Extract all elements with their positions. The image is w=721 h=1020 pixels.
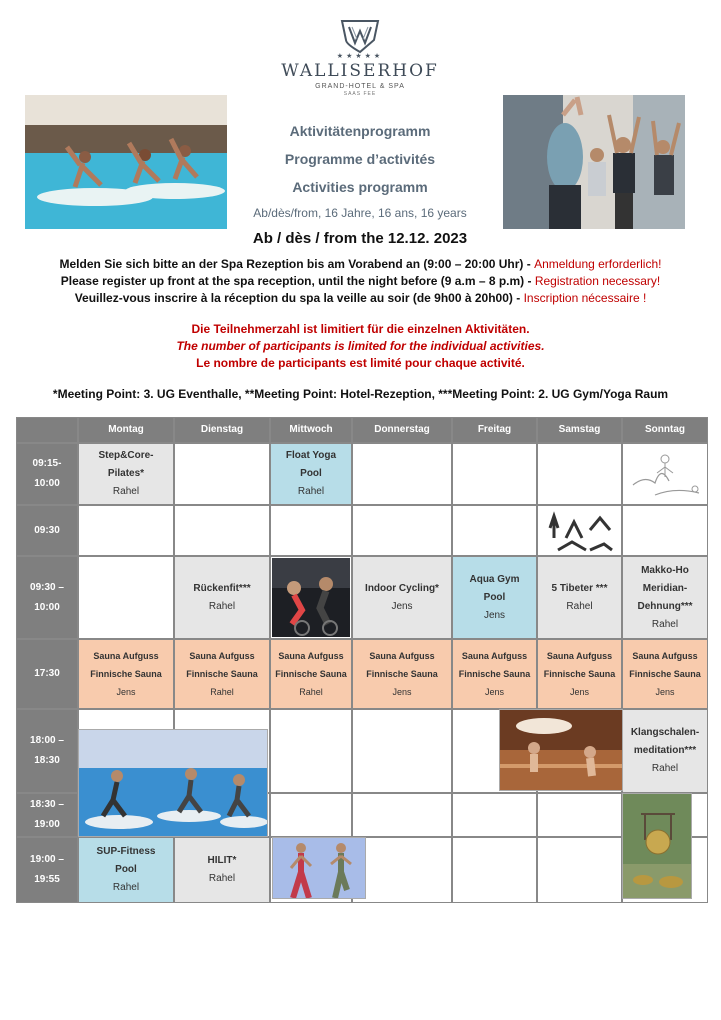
tibeter-poses-image <box>537 505 622 556</box>
limit-notice-en: The number of participants is limited for the individual activities. <box>176 339 545 353</box>
title-de: Aktivitätenprogramm <box>289 123 431 139</box>
empty-slot <box>537 793 622 837</box>
empty-slot <box>537 837 622 903</box>
empty-slot <box>78 505 174 556</box>
pool-yoga-photo <box>25 95 227 229</box>
title-en: Activities programm <box>292 179 428 195</box>
hotel-logo <box>280 18 440 108</box>
activity-sauna-sunday[interactable]: Sauna Aufguss Finnische Sauna Jens <box>622 639 708 709</box>
time-slot: 18:30 – 19:00 <box>16 793 78 837</box>
empty-slot <box>270 709 352 793</box>
age-requirement: Ab/dès/from, 16 Jahre, 16 ans, 16 years <box>253 206 467 220</box>
time-slot: 18:00 – 18:30 <box>16 709 78 793</box>
hilit-training-photo <box>272 837 366 899</box>
valid-from-date: Ab / dès / from the 12.12. 2023 <box>252 230 468 247</box>
registration-en: Please register up front at the spa reception, until the night before (9 a.m – 8 p.m) - Registration necessary! <box>60 274 661 288</box>
day-header-saturday: Samstag <box>537 417 622 443</box>
empty-slot <box>452 793 537 837</box>
time-slot: 17:30 <box>16 639 78 709</box>
limit-notice-fr: Le nombre de participants est limité pour chaque activité. <box>196 356 525 370</box>
activity-klangschalen[interactable]: Klangschalen- meditation*** Rahel <box>622 709 708 793</box>
activity-indoor-cycling[interactable]: Indoor Cycling* Jens <box>352 556 452 639</box>
activity-sauna-monday[interactable]: Sauna Aufguss Finnische Sauna Jens <box>78 639 174 709</box>
sauna-photo <box>499 709 623 791</box>
schedule-table <box>16 417 708 903</box>
empty-slot <box>352 443 452 505</box>
day-header-monday: Montag <box>78 417 174 443</box>
corner-cell <box>16 417 78 443</box>
empty-slot <box>537 443 622 505</box>
activity-hilit[interactable]: HILIT* Rahel <box>174 837 270 903</box>
empty-slot <box>352 793 452 837</box>
time-slot: 09:15- 10:00 <box>16 443 78 505</box>
time-slot: 09:30 <box>16 505 78 556</box>
empty-slot <box>352 505 452 556</box>
empty-slot <box>352 837 452 903</box>
limit-notice-de: Die Teilnehmerzahl ist limitiert für die einzelnen Aktivitäten. <box>191 322 530 336</box>
activity-sauna-thursday[interactable]: Sauna Aufguss Finnische Sauna Jens <box>352 639 452 709</box>
title-fr: Programme d’activités <box>284 151 436 167</box>
empty-slot <box>174 505 270 556</box>
time-slot: 19:00 – 19:55 <box>16 837 78 903</box>
activity-sup-fitness[interactable]: SUP-Fitness Pool Rahel <box>78 837 174 903</box>
registration-de: Melden Sie sich bitte an der Spa Rezeption bis am Vorabend an (9:00 – 20:00 Uhr) - Anmeldung erforderlich! <box>59 257 662 271</box>
empty-slot <box>270 505 352 556</box>
activity-aqua-gym[interactable]: Aqua Gym Pool Jens <box>452 556 537 639</box>
registration-fr: Veuillez-vous inscrire à la réception du spa la veille au soir (de 9h00 à 20h00) - Inscription nécessaire ! <box>74 291 647 305</box>
time-slot: 09:30 – 10:00 <box>16 556 78 639</box>
logo-subtitle: GRAND-HOTEL & SPA <box>315 83 405 90</box>
singing-bowls-photo <box>622 793 692 899</box>
yoga-sketch-image <box>622 443 708 505</box>
activity-sauna-tuesday[interactable]: Sauna Aufguss Finnische Sauna Rahel <box>174 639 270 709</box>
empty-slot <box>622 505 708 556</box>
empty-slot <box>452 837 537 903</box>
activity-sauna-saturday[interactable]: Sauna Aufguss Finnische Sauna Jens <box>537 639 622 709</box>
activity-float-yoga[interactable]: Float Yoga Pool Rahel <box>270 443 352 505</box>
logo-name: WALLISERHOF <box>281 61 439 81</box>
activity-sauna-wednesday[interactable]: Sauna Aufguss Finnische Sauna Rahel <box>270 639 352 709</box>
activity-makko-ho[interactable]: Makko-Ho Meridian- Dehnung*** Rahel <box>622 556 708 639</box>
empty-slot <box>174 443 270 505</box>
day-header-friday: Freitag <box>452 417 537 443</box>
indoor-cycling-photo <box>270 556 352 639</box>
empty-slot <box>270 793 352 837</box>
activity-sauna-friday[interactable]: Sauna Aufguss Finnische Sauna Jens <box>452 639 537 709</box>
day-header-wednesday: Mittwoch <box>270 417 352 443</box>
logo-location: SAAS FEE <box>343 91 377 97</box>
empty-slot <box>452 505 537 556</box>
stretching-class-photo <box>503 95 685 229</box>
activity-rueckenfit[interactable]: Rückenfit*** Rahel <box>174 556 270 639</box>
sup-fitness-photo <box>78 729 268 837</box>
day-header-sunday: Sonntag <box>622 417 708 443</box>
activity-step-core-pilates[interactable]: Step&Core- Pilates* Rahel <box>78 443 174 505</box>
empty-slot <box>352 709 452 793</box>
day-header-thursday: Donnerstag <box>352 417 452 443</box>
meeting-points: *Meeting Point: 3. UG Eventhalle, **Meeting Point: Hotel-Rezeption, ***Meeting Point: 2. UG Gym/Yoga Raum <box>52 387 669 401</box>
activity-5-tibeter[interactable]: 5 Tibeter *** Rahel <box>537 556 622 639</box>
day-header-tuesday: Dienstag <box>174 417 270 443</box>
crest-icon <box>338 18 382 54</box>
empty-slot <box>78 556 174 639</box>
logo-stars: ★★★★★ <box>336 53 384 60</box>
empty-slot <box>452 443 537 505</box>
